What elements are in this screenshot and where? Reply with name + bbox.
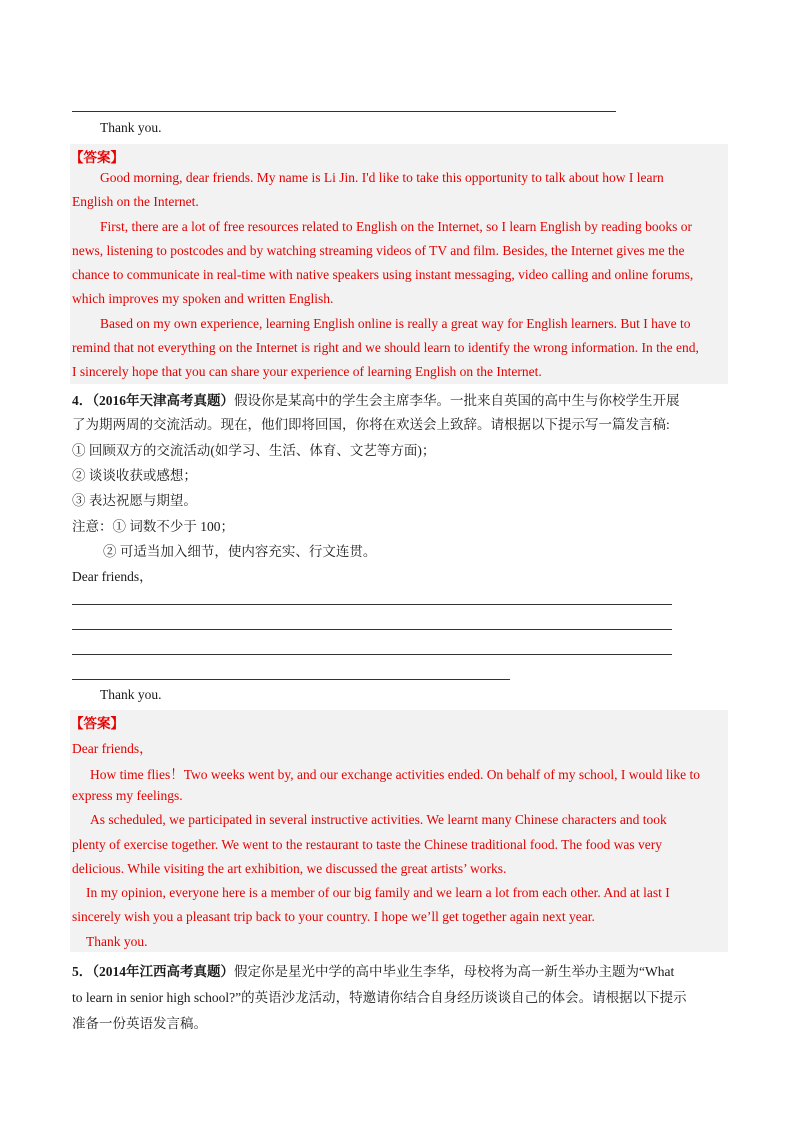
- answer-line: chance to communicate in real-time with native speakers using instant messaging, video calling and online forums,: [72, 267, 694, 282]
- note: ② 可适当加入细节，使内容充实、行文连贯。: [103, 544, 377, 559]
- answer-line: which improves my spoken and written English.: [72, 291, 334, 306]
- question-text: 准备一份英语发言稿。: [72, 1016, 207, 1031]
- question-source: （2016年天津高考真题）: [92, 393, 234, 408]
- writing-line: [72, 111, 616, 112]
- salutation: Dear friends，: [72, 741, 153, 756]
- answer-line: remind that not everything on the Internet is right and we should learn to identify the wrong information. In the end,: [72, 340, 699, 355]
- note: 注意：① 词数不少于 100；: [72, 519, 234, 534]
- answer-line: news, listening to postcodes and by watching streaming videos of TV and film. Besides, the Internet gives me the: [72, 243, 685, 258]
- answer-line: Thank you.: [86, 934, 148, 949]
- prompt-item: ③ 表达祝愿与期望。: [72, 493, 197, 508]
- question-text: 假定你是星光中学的高中毕业生李华，母校将为高一新生举办主题为“What: [234, 964, 675, 979]
- writing-line: [72, 679, 510, 680]
- answer-line: English on the Internet.: [72, 194, 199, 209]
- answer-line: plenty of exercise together. We went to the restaurant to taste the Chinese traditional food. The food was very: [72, 837, 662, 852]
- prompt-item: ① 回顾双方的交流活动(如学习、生活、体育、文艺等方面)；: [72, 443, 436, 458]
- answer-line: Good morning, dear friends. My name is Li Jin. I'd like to take this opportunity to talk about how I learn: [100, 170, 664, 185]
- answer-tag: 【答案】: [70, 150, 124, 165]
- question-number: 4．: [72, 393, 93, 408]
- question-5-line: [72, 960, 674, 980]
- question-text: 假设你是某高中的学生会主席李华。一批来自英国的高中生与你校学生开展: [234, 393, 680, 408]
- question-source: （2014年江西高考真题）: [92, 964, 234, 979]
- question-text: to learn in senior high school?”的英语沙龙活动，特邀请你结合自身经历谈谈自己的体会。请根据以下提示: [72, 990, 687, 1005]
- thank-you: Thank you.: [100, 120, 162, 135]
- answer-line: First, there are a lot of free resources related to English on the Internet, so I learn English by reading books or: [100, 219, 692, 234]
- answer-line: How time flies！Two weeks went by, and our exchange activities ended. On behalf of my school, I would like to: [90, 767, 701, 782]
- salutation: Dear friends，: [72, 569, 153, 584]
- answer-line: Based on my own experience, learning English online is really a great way for English learners. But I have to: [100, 316, 691, 331]
- writing-line: [72, 629, 672, 630]
- answer-line: As scheduled, we participated in several instructive activities. We learnt many Chinese characters and took: [90, 812, 667, 827]
- answer-line: express my feelings.: [72, 788, 183, 803]
- question-text: 了为期两周的交流活动。现在，他们即将回国，你将在欢送会上致辞。请根据以下提示写一篇发言稿:: [72, 417, 670, 432]
- question-number: 5．: [72, 964, 93, 979]
- answer-line: sincerely wish you a pleasant trip back to your country. I hope we’ll get together again next year.: [72, 909, 595, 924]
- writing-line: [72, 654, 672, 655]
- answer-line: In my opinion, everyone here is a member of our big family and we learn a lot from each other. And at last I: [86, 885, 670, 900]
- prompt-item: ② 谈谈收获或感想；: [72, 468, 197, 483]
- writing-line: [72, 604, 672, 605]
- answer-line: I sincerely hope that you can share your experience of learning English on the Internet.: [72, 364, 542, 379]
- thank-you: Thank you.: [100, 687, 162, 702]
- answer-tag: 【答案】: [70, 716, 124, 731]
- question-4-line: [72, 389, 680, 409]
- answer-line: delicious. While visiting the art exhibition, we discussed the great artists’ works.: [72, 861, 507, 876]
